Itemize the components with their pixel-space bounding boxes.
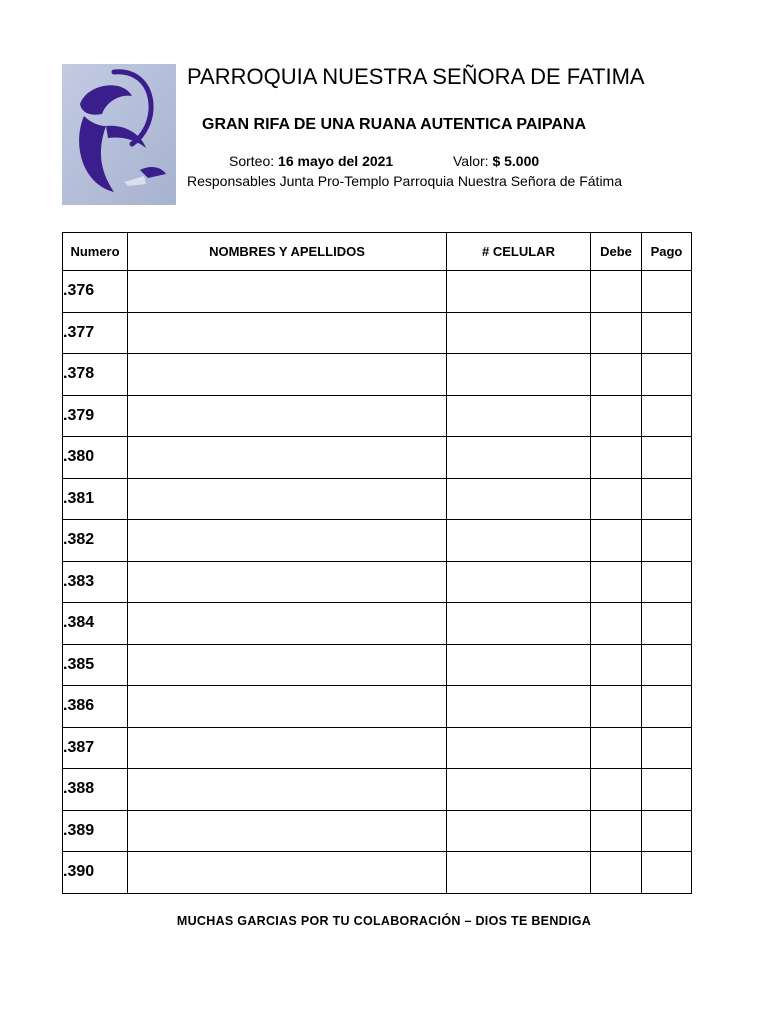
debe-cell[interactable]: [591, 644, 642, 686]
number-cell: .388: [63, 769, 128, 811]
pago-cell[interactable]: [642, 354, 692, 396]
pago-cell[interactable]: [642, 437, 692, 479]
pago-cell[interactable]: [642, 478, 692, 520]
name-cell[interactable]: [128, 478, 447, 520]
debe-cell[interactable]: [591, 769, 642, 811]
header-numero: Numero: [63, 233, 128, 271]
table-row: [63, 271, 692, 313]
number-cell: .387: [63, 727, 128, 769]
valor-label: Valor:: [453, 153, 489, 169]
table-row: [63, 810, 692, 852]
name-cell[interactable]: [128, 271, 447, 313]
page-title: PARROQUIA NUESTRA SEÑORA DE FATIMA: [187, 64, 645, 89]
table-header-row: [63, 233, 692, 271]
debe-cell[interactable]: [591, 437, 642, 479]
phone-cell[interactable]: [447, 437, 591, 479]
raffle-table: [62, 232, 692, 894]
name-cell[interactable]: [128, 520, 447, 562]
raffle-subtitle: GRAN RIFA DE UNA RUANA AUTENTICA PAIPANA: [202, 116, 586, 133]
name-cell[interactable]: [128, 810, 447, 852]
pago-cell[interactable]: [642, 686, 692, 728]
table-row: [63, 478, 692, 520]
name-cell[interactable]: [128, 852, 447, 894]
phone-cell[interactable]: [447, 644, 591, 686]
phone-cell[interactable]: [447, 520, 591, 562]
table-row: [63, 561, 692, 603]
pago-cell[interactable]: [642, 852, 692, 894]
debe-cell[interactable]: [591, 727, 642, 769]
name-cell[interactable]: [128, 437, 447, 479]
number-cell: .378: [63, 354, 128, 396]
name-cell[interactable]: [128, 769, 447, 811]
debe-cell[interactable]: [591, 354, 642, 396]
debe-cell[interactable]: [591, 561, 642, 603]
sorteo-label: Sorteo:: [229, 153, 275, 169]
phone-cell[interactable]: [447, 727, 591, 769]
phone-cell[interactable]: [447, 478, 591, 520]
number-cell: .390: [63, 852, 128, 894]
table-row: [63, 520, 692, 562]
table-row: [63, 395, 692, 437]
phone-cell[interactable]: [447, 603, 591, 645]
pago-cell[interactable]: [642, 520, 692, 562]
name-cell[interactable]: [128, 312, 447, 354]
debe-cell[interactable]: [591, 603, 642, 645]
table-row: [63, 603, 692, 645]
name-cell[interactable]: [128, 561, 447, 603]
phone-cell[interactable]: [447, 686, 591, 728]
name-cell[interactable]: [128, 395, 447, 437]
phone-cell[interactable]: [447, 852, 591, 894]
header-celular: # CELULAR: [447, 233, 591, 271]
number-cell: .385: [63, 644, 128, 686]
pago-cell[interactable]: [642, 395, 692, 437]
number-cell: .389: [63, 810, 128, 852]
header-nombres: NOMBRES Y APELLIDOS: [128, 233, 447, 271]
number-cell: .384: [63, 603, 128, 645]
phone-cell[interactable]: [447, 561, 591, 603]
pago-cell[interactable]: [642, 769, 692, 811]
pago-cell[interactable]: [642, 603, 692, 645]
debe-cell[interactable]: [591, 852, 642, 894]
pago-cell[interactable]: [642, 561, 692, 603]
parish-logo-icon: [62, 64, 176, 205]
number-cell: .382: [63, 520, 128, 562]
header-pago: Pago: [642, 233, 692, 271]
number-cell: .386: [63, 686, 128, 728]
table-row: [63, 852, 692, 894]
draw-info: [229, 153, 539, 169]
number-cell: .379: [63, 395, 128, 437]
sorteo-date: 16 mayo del 2021: [278, 153, 394, 169]
table-row: [63, 769, 692, 811]
debe-cell[interactable]: [591, 520, 642, 562]
number-cell: .381: [63, 478, 128, 520]
table-row: [63, 686, 692, 728]
table-row: [63, 354, 692, 396]
pago-cell[interactable]: [642, 312, 692, 354]
number-cell: .376: [63, 271, 128, 313]
name-cell[interactable]: [128, 686, 447, 728]
phone-cell[interactable]: [447, 312, 591, 354]
name-cell[interactable]: [128, 603, 447, 645]
phone-cell[interactable]: [447, 354, 591, 396]
footer-text: MUCHAS GARCIAS POR TU COLABORACIÓN – DIOS TE BENDIGA: [176, 914, 592, 928]
debe-cell[interactable]: [591, 312, 642, 354]
number-cell: .383: [63, 561, 128, 603]
debe-cell[interactable]: [591, 271, 642, 313]
pago-cell[interactable]: [642, 271, 692, 313]
phone-cell[interactable]: [447, 810, 591, 852]
phone-cell[interactable]: [447, 769, 591, 811]
name-cell[interactable]: [128, 727, 447, 769]
number-cell: .377: [63, 312, 128, 354]
debe-cell[interactable]: [591, 478, 642, 520]
pago-cell[interactable]: [642, 810, 692, 852]
debe-cell[interactable]: [591, 686, 642, 728]
responsables-text: Responsables Junta Pro-Templo Parroquia Nuestra Señora de Fátima: [187, 173, 623, 189]
debe-cell[interactable]: [591, 810, 642, 852]
table-row: [63, 644, 692, 686]
name-cell[interactable]: [128, 644, 447, 686]
name-cell[interactable]: [128, 354, 447, 396]
header-debe: Debe: [591, 233, 642, 271]
valor-amount: $ 5.000: [492, 153, 540, 169]
phone-cell[interactable]: [447, 395, 591, 437]
table-row: [63, 312, 692, 354]
number-cell: .380: [63, 437, 128, 479]
pago-cell[interactable]: [642, 727, 692, 769]
debe-cell[interactable]: [591, 395, 642, 437]
pago-cell[interactable]: [642, 644, 692, 686]
table-row: [63, 727, 692, 769]
phone-cell[interactable]: [447, 271, 591, 313]
table-row: [63, 437, 692, 479]
